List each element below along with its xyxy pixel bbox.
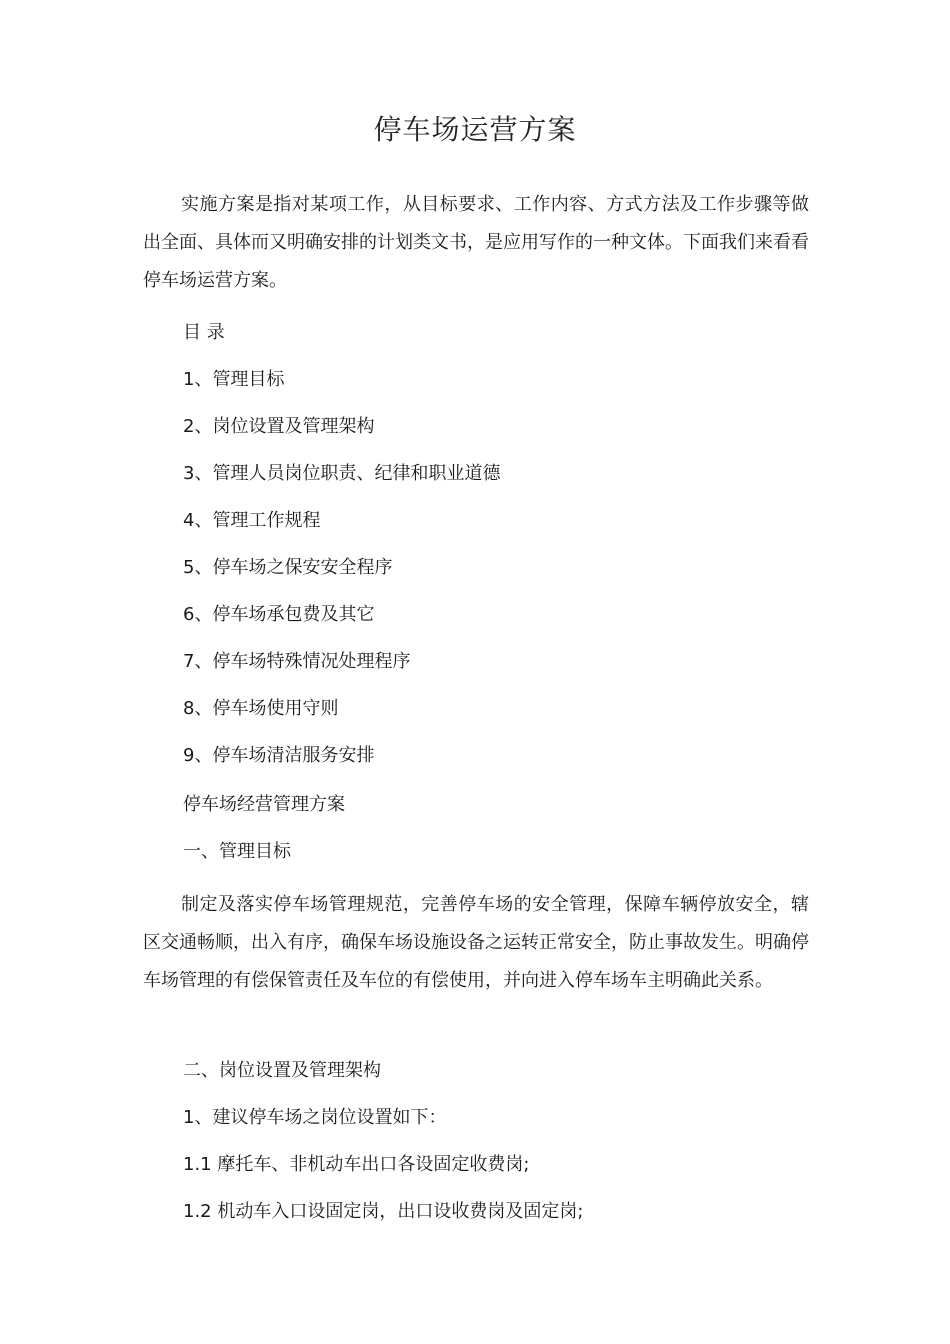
toc-item: 2、岗位设置及管理架构: [183, 416, 375, 437]
section-heading: 二、岗位设置及管理架构: [183, 1060, 381, 1081]
toc-item: 7、停车场特殊情况处理程序: [183, 651, 411, 672]
document-title: 停车场运营方案: [373, 113, 577, 146]
intro-paragraph: 实施方案是指对某项工作，从目标要求、工作内容、方式方法及工作步骤等做出全面、具体而又明确安排的计划类文书，是应用写作的一种文体。下面我们来看看停车场运营方案。: [143, 194, 809, 291]
toc-item: 1、管理目标: [183, 369, 285, 390]
section-heading: 一、管理目标: [183, 841, 291, 862]
toc-item: 9、停车场清洁服务安排: [183, 745, 375, 766]
section-body: 制定及落实停车场管理规范，完善停车场的安全管理，保障车辆停放安全，辖区交通畅顺，出入有序，确保车场设施设备之运转正常安全，防止事故发生。明确停车场管理的有偿保管责任及车位的有偿使用，并向进入停车场车主明确此关系。: [143, 894, 809, 991]
toc-item: 3、管理人员岗位职责、纪律和职业道德: [183, 463, 501, 484]
section-item: 1.1 摩托车、非机动车出口各设固定收费岗;: [183, 1154, 530, 1175]
toc-item: 8、停车场使用守则: [183, 698, 339, 719]
section-item: 1.2 机动车入口设固定岗，出口设收费岗及固定岗;: [183, 1201, 584, 1222]
toc-item: 6、停车场承包费及其它: [183, 604, 375, 625]
toc-item: 4、管理工作规程: [183, 510, 321, 531]
plan-title: 停车场经营管理方案: [183, 794, 345, 815]
toc-heading: 目 录: [183, 322, 225, 343]
toc-item: 5、停车场之保安安全程序: [183, 557, 393, 578]
section-item: 1、建议停车场之岗位设置如下：: [183, 1107, 447, 1128]
